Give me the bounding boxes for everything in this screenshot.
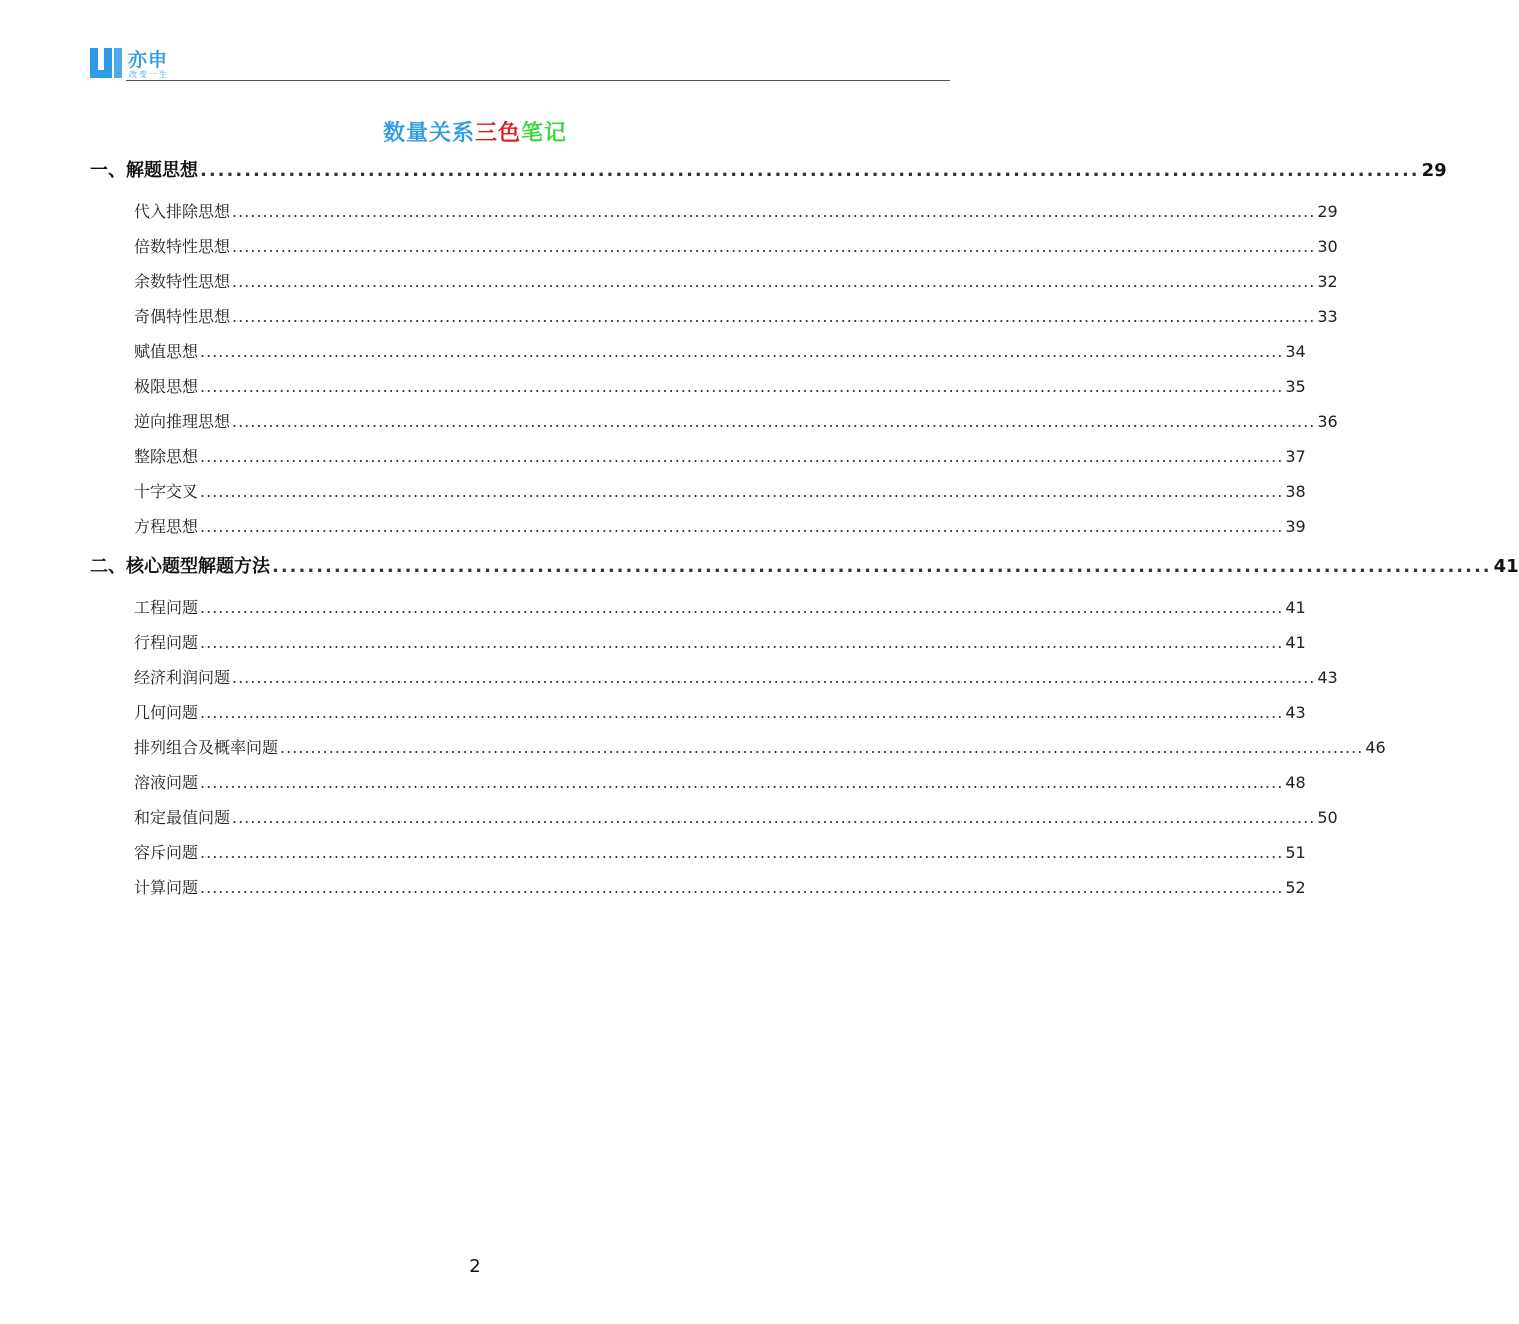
- toc-item-page: 35: [1285, 377, 1306, 396]
- toc-item-label: 溶液问题: [134, 773, 199, 792]
- logo-slogan: 改变一生: [129, 70, 169, 79]
- toc-leader-dots: ..........................................................................................................................................: [272, 556, 1492, 577]
- logo-text: 亦申: [128, 49, 169, 71]
- toc-item[interactable]: [134, 770, 1306, 796]
- toc-item-label: 余数特性思想: [134, 272, 231, 291]
- toc-item-label: 排列组合及概率问题: [134, 738, 279, 757]
- toc-item-page: 52: [1285, 878, 1306, 897]
- toc-leader-dots: ..................................................................................................................................................................................: [200, 482, 1284, 501]
- title-part-3: 笔记: [521, 121, 568, 146]
- toc-leader-dots: ..................................................................................................................................................................................: [200, 843, 1284, 862]
- toc-section-label: 二、核心题型解题方法: [90, 556, 270, 577]
- toc-item-page: 43: [1285, 703, 1306, 722]
- toc-leader-dots: ..................................................................................................................................................................................: [200, 377, 1284, 396]
- toc-item-page: 41: [1285, 598, 1306, 617]
- page-header: [88, 40, 950, 82]
- toc-item-label: 计算问题: [134, 878, 199, 897]
- toc-leader-dots: ..................................................................................................................................................................................: [232, 412, 1316, 431]
- toc-item-page: 36: [1317, 412, 1338, 431]
- toc-section-page: 29: [1421, 160, 1447, 181]
- toc-leader-dots: ..................................................................................................................................................................................: [200, 878, 1284, 897]
- toc-leader-dots: ..................................................................................................................................................................................: [232, 808, 1316, 827]
- toc-item-label: 赋值思想: [134, 342, 199, 361]
- toc-leader-dots: ..................................................................................................................................................................................: [200, 703, 1284, 722]
- page-number: 2: [469, 1256, 481, 1277]
- header-divider: [126, 80, 950, 81]
- toc-item[interactable]: [134, 409, 1338, 435]
- toc-item-page: 46: [1365, 738, 1386, 757]
- toc-leader-dots: ..................................................................................................................................................................................: [232, 668, 1316, 687]
- title-part-2: 三色: [474, 121, 521, 146]
- toc-item-page: 33: [1317, 307, 1338, 326]
- toc-item-page: 48: [1285, 773, 1306, 792]
- toc-item[interactable]: [134, 199, 1338, 225]
- toc-item-page: 41: [1285, 633, 1306, 652]
- toc-item[interactable]: [134, 875, 1306, 901]
- toc-leader-dots: ..................................................................................................................................................................................: [200, 447, 1284, 466]
- toc-item-label: 行程问题: [134, 633, 199, 652]
- toc-item[interactable]: [134, 665, 1338, 691]
- toc-item-label: 经济利润问题: [134, 668, 231, 687]
- toc-item-label: 几何问题: [134, 703, 199, 722]
- toc-item-label: 奇偶特性思想: [134, 307, 231, 326]
- toc-leader-dots: ..................................................................................................................................................................................: [232, 202, 1316, 221]
- toc-item[interactable]: [134, 514, 1306, 540]
- toc-leader-dots: ..........................................................................................................................................: [200, 160, 1420, 181]
- toc-item-page: 37: [1285, 447, 1306, 466]
- toc-item-label: 逆向推理思想: [134, 412, 231, 431]
- toc-section-page: 41: [1493, 556, 1519, 577]
- toc-item-label: 整除思想: [134, 447, 199, 466]
- toc-section-label: 一、解题思想: [90, 160, 198, 181]
- toc-item-label: 十字交叉: [134, 482, 199, 501]
- toc-item-label: 和定最值问题: [134, 808, 231, 827]
- toc-item[interactable]: [134, 595, 1306, 621]
- toc-item-label: 代入排除思想: [134, 202, 231, 221]
- toc-leader-dots: ..................................................................................................................................................................................: [200, 517, 1284, 536]
- toc-item-page: 32: [1317, 272, 1338, 291]
- toc-item-page: 39: [1285, 517, 1306, 536]
- toc-item[interactable]: [134, 339, 1306, 365]
- toc-section-1[interactable]: [90, 156, 1447, 184]
- toc-item[interactable]: [134, 630, 1306, 656]
- toc-item[interactable]: [134, 805, 1338, 831]
- toc-item[interactable]: [134, 234, 1338, 260]
- toc-item[interactable]: [134, 269, 1338, 295]
- toc-item-label: 工程问题: [134, 598, 199, 617]
- logo-icon: [88, 46, 124, 82]
- toc-leader-dots: ..................................................................................................................................................................................: [200, 342, 1284, 361]
- toc-item-label: 倍数特性思想: [134, 237, 231, 256]
- toc-item-page: 51: [1285, 843, 1306, 862]
- toc-leader-dots: ..................................................................................................................................................................................: [232, 272, 1316, 291]
- toc-leader-dots: ..................................................................................................................................................................................: [232, 307, 1316, 326]
- toc-item[interactable]: [134, 374, 1306, 400]
- toc-item-label: 极限思想: [134, 377, 199, 396]
- toc-item-page: 34: [1285, 342, 1306, 361]
- toc-leader-dots: ..................................................................................................................................................................................: [200, 633, 1284, 652]
- toc-item-label: 方程思想: [134, 517, 199, 536]
- title-part-1: 数量关系: [382, 121, 475, 146]
- toc-item[interactable]: [134, 444, 1306, 470]
- toc-leader-dots: ..................................................................................................................................................................................: [280, 738, 1364, 757]
- toc-item-label: 容斥问题: [134, 843, 199, 862]
- toc-item[interactable]: [134, 479, 1306, 505]
- toc-item-page: 43: [1317, 668, 1338, 687]
- toc-item-page: 29: [1317, 202, 1338, 221]
- toc-leader-dots: ..................................................................................................................................................................................: [232, 237, 1316, 256]
- toc-item[interactable]: [134, 840, 1306, 866]
- toc-item[interactable]: [134, 304, 1338, 330]
- toc-section-2[interactable]: [90, 552, 1519, 580]
- toc-item-page: 50: [1317, 808, 1338, 827]
- toc-item[interactable]: [134, 700, 1306, 726]
- document-title: [0, 116, 950, 147]
- toc-item-page: 30: [1317, 237, 1338, 256]
- toc-item-page: 38: [1285, 482, 1306, 501]
- toc-leader-dots: ..................................................................................................................................................................................: [200, 598, 1284, 617]
- toc-leader-dots: ..................................................................................................................................................................................: [200, 773, 1284, 792]
- toc-item[interactable]: [134, 735, 1386, 761]
